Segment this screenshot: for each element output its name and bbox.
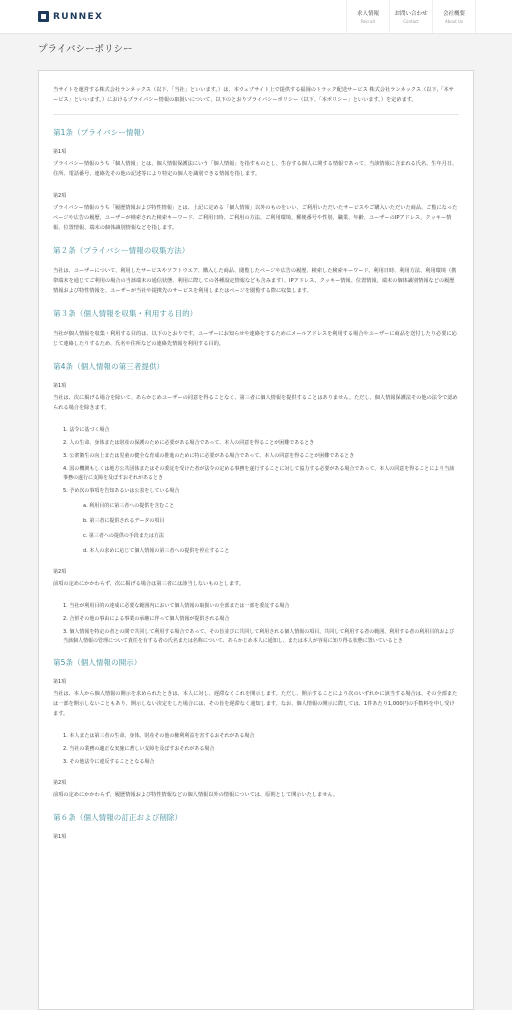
list-item-text: 5. 予め次の事項を告知あるいは公表をしている場合: [63, 488, 180, 494]
sub-list-item: d. 本人の求めに応じて個人情報の第三者への提供を停止すること: [83, 548, 230, 554]
clause-label: 第1項: [53, 149, 67, 155]
page-title: プライバシーポリシー: [38, 44, 133, 55]
nav-item-contact[interactable]: [389, 0, 432, 33]
article-5-title: 第5条（個人情報の開示）: [53, 658, 142, 667]
intro-text: 当サイトを運営する株式会社ランネックス（以下、「当社」といいます。）は、本ウェブサイト上で提供する福岡のトラック配送サービス 株式会社ランネックス（以下,「本サービス」といいます。）におけるプライバシー情報の取扱いについて、以下のとおりプライバシーポリシー（以下、「本ポリシー」といいます。）を定めます。: [53, 87, 454, 103]
non-disclosure-list: [53, 732, 459, 767]
article-4-title: 第4条（個人情報の第三者提供）: [53, 362, 165, 371]
clause-text: 当社は、ユーザーについて、利用したサービスやソフトウエア、購入した商品、閲覧したページや広告の履歴、検索した検索キーワード、利用日時、利用方法、利用環境（携帯端末を通じてご利用の場合の当該端末の通信状態、利用に際しての各種設定情報なども含みます）、IPアドレス、クッキー情報、位置情報、端末の個体識別情報などの履歴情報および特性情報を、ユーザーが当社や提携先のサービスを利用しまたはページを閲覧する際に収集します。: [53, 268, 457, 294]
sub-list-item: b. 第三者に提供されるデータの項目: [83, 518, 165, 524]
nav-label: お問い合わせ: [394, 11, 428, 17]
sub-list-item: c. 第三者への提供の手段または方法: [83, 533, 164, 539]
article-2-title: 第２条（プライバシー情報の収集方法）: [53, 246, 190, 255]
nav-item-about[interactable]: [432, 0, 476, 33]
logo[interactable]: [38, 11, 103, 22]
policy-content: [38, 70, 474, 1010]
nav-label: 求人情報: [356, 11, 379, 17]
article-1-title: 第1条（プライバシー情報）: [53, 128, 149, 137]
site-header: [0, 0, 512, 34]
clause-label: 第1項: [53, 834, 67, 840]
nav-label: 会社概要: [442, 11, 465, 17]
sub-list-item: a. 利用目的に第三者への提供を含むこと: [83, 503, 175, 509]
list-item: 2. 当社の業務の適正な実施に著しい支障を及ぼすおそれがある場合: [63, 746, 215, 752]
exception-list: [53, 426, 459, 556]
clause-label: 第1項: [53, 679, 67, 685]
clause-label: 第2項: [53, 780, 67, 786]
list-item: [63, 487, 459, 556]
clause-label: 第2項: [53, 193, 67, 199]
non-third-party-list: [53, 602, 459, 646]
nav-item-recruit[interactable]: [346, 0, 389, 33]
sub-list: [63, 502, 459, 556]
clause-text: 前項の定めにかかわらず、履歴情報および特性情報などの個人情報以外の情報については、原則として開示いたしません。: [53, 792, 339, 798]
article-6-title: 第６条（個人情報の訂正および削除）: [53, 813, 183, 822]
nav-sublabel: About Us: [444, 19, 464, 24]
logo-mark-icon: [38, 11, 49, 22]
clause-text: 前項の定めにかかわらず、次に掲げる場合は第三者には該当しないものとします。: [53, 581, 245, 587]
clause-text: 当社は、本人から個人情報の開示を求められたときは、本人に対し、遅滞なくこれを開示します。ただし、開示することにより次のいずれかに該当する場合は、その全部または一部を開示しないこともあり、開示しない決定をした場合には、その旨を遅滞なく通知します。なお、個人情報の開示に際しては、1件あたり1,000円の手数料を申し受けます。: [53, 691, 458, 717]
clause-text: 当社が個人情報を収集・利用する目的は、以下のとおりです。ユーザーにお知らせや連絡をするためにメールアドレスを利用する場合やユーザーに商品を送付したり必要に応じて連絡したりするため、氏名や住所などの連絡先情報を利用する目的。: [53, 331, 457, 347]
clause-text: プライバシー情報のうち「個人情報」とは、個人情報保護法にいう「個人情報」を指すものとし、生存する個人に関する情報であって、当該情報に含まれる氏名、生年月日、住所、電話番号、連絡先その他の記述等により特定の個人を識別できる情報を指します。: [53, 161, 458, 177]
list-item: 4. 国の機関もしくは地方公共団体またはその委託を受けた者が法令の定める事務を遂行することに対して協力する必要がある場合であって、本人の同意を得ることにより当該事務の遂行に支障を及ぼすおそれがあるとき: [63, 466, 455, 481]
article-3-title: 第３条（個人情報を収集・利用する目的）: [53, 309, 198, 318]
nav-sublabel: Contact: [403, 19, 419, 24]
list-item: 1. 本人または第三者の生命、身体、財産その他の権利利益を害するおそれがある場合: [63, 733, 255, 739]
list-item: 3. 公衆衛生の向上または児童の健全な育成の推進のために特に必要がある場合であって、本人の同意を得ることが困難であるとき: [63, 453, 355, 459]
clause-label: 第2項: [53, 569, 67, 575]
clause-text: プライバシー情報のうち「履歴情報および特性情報」とは、上記に定める「個人情報」以外のものをいい、ご利用いただいたサービスやご購入いただいた商品、ご覧になったページや広告の履歴、ユーザーが検索された検索キーワード、ご利用日時、ご利用の方法、ご利用環境、郵便番号や性別、職業、年齢、ユーザーのIPアドレス、クッキー情報、位置情報、端末の個体識別情報などを指します。: [53, 205, 458, 231]
list-item: 2. 合併その他の事由による事業の承継に伴って個人情報が提供される場合: [63, 616, 230, 622]
divider: [53, 114, 459, 115]
clause-text: 当社は、次に掲げる場合を除いて、あらかじめユーザーの同意を得ることなく、第三者に個人情報を提供することはありません。ただし、個人情報保護法その他の法令で認められる場合を除きます。: [53, 395, 458, 411]
list-item: 1. 法令に基づく場合: [63, 427, 110, 433]
list-item: 3. その他法令に違反することとなる場合: [63, 759, 155, 765]
logo-text: RUNNEX: [53, 11, 104, 22]
list-item: 1. 当社が利用目的の達成に必要な範囲内において個人情報の取扱いの全部または一部を委託する場合: [63, 603, 290, 609]
clause-label: 第1項: [53, 383, 67, 389]
nav-sublabel: Recruit: [360, 19, 376, 24]
main-nav: [346, 0, 476, 33]
list-item: 2. 人の生命、身体または財産の保護のために必要がある場合であって、本人の同意を得ることが困難であるとき: [63, 440, 315, 446]
list-item: 3. 個人情報を特定の者との間で共同して利用する場合であって、その旨並びに共同して利用される個人情報の項目、共同して利用する者の範囲、利用する者の利用目的および当該個人情報の管理について責任を有する者の氏名または名称について、あらかじめ本人に通知し、または本人が容易に知り得る状態に置いているとき: [63, 629, 455, 644]
